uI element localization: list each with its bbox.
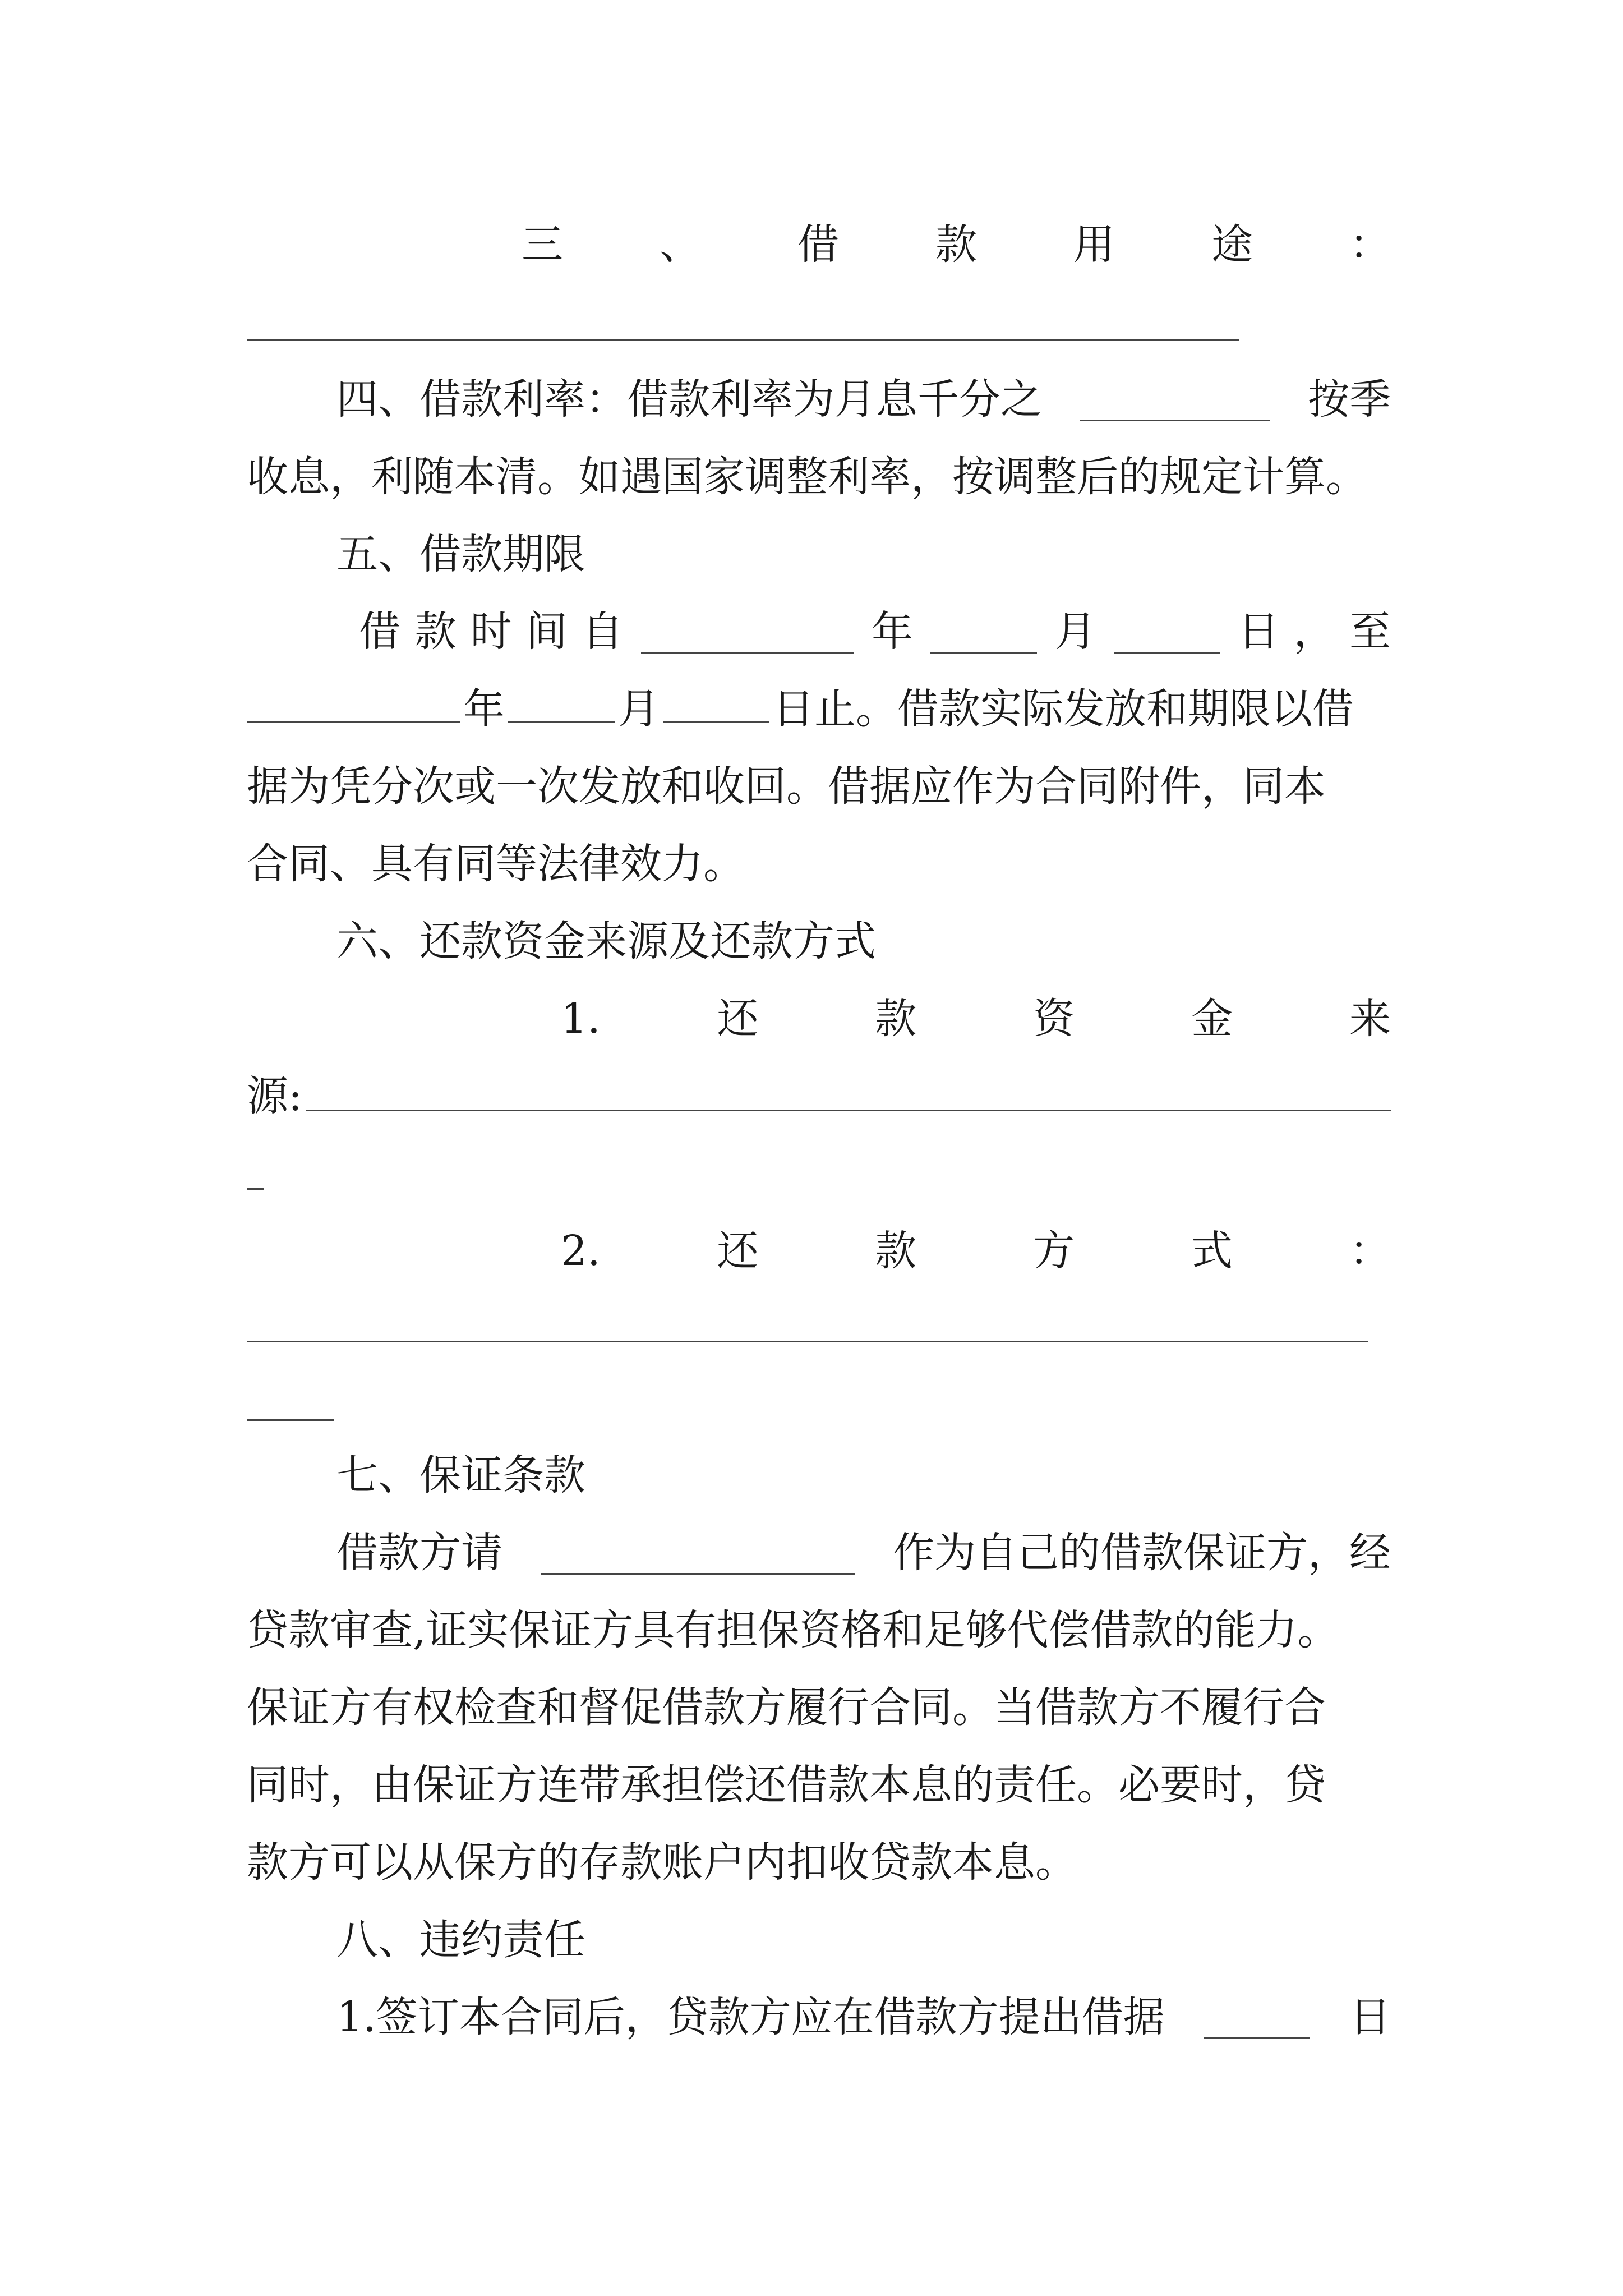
s3-char: 、 [660,220,701,269]
s6-char: 金 [1191,995,1233,1043]
source-fill-tail [247,1188,264,1190]
s5-month: 月 [1054,608,1096,656]
section8-heading: 八、违约责任 [336,1916,585,1964]
section4-line1 [247,366,1391,433]
section7-line2: 贷款审查,证实保证方具有担保资格和足够代偿借款的能力。 [247,1606,1339,1654]
s3-fill-line [247,339,1239,341]
s6-char: 还 [717,1227,759,1275]
source-fill-line [306,1110,1391,1111]
s6-char: 来 [1349,995,1391,1043]
section6-item1 [247,985,1391,1052]
guarantor-blank [541,1531,855,1575]
s8-text: 1.签订本合同后，贷款方应在借款方提出借据 [336,1993,1165,2041]
s6-source-label: 源: [247,1072,302,1120]
s4-text: 四、借款利率：借款利率为月息千分之 [336,375,1042,424]
s5-day: 日 [1238,608,1280,656]
s5-char: 时 [470,608,512,656]
s4-text: 按季 [1308,375,1391,424]
s6-char: 还 [717,995,759,1043]
section7-line4: 同时，由保证方连带承担偿还借款本息的责任。必要时，贷 [247,1761,1326,1809]
section3-heading [247,211,1391,278]
method-fill-line [247,1341,1368,1342]
days-blank [1204,1996,1310,2039]
s5-text: 日止。借款实际发放和期限以借 [773,685,1354,733]
s5-char: 款 [414,608,457,656]
section7-heading: 七、保证条款 [336,1451,585,1499]
section7-line1 [247,1519,1391,1586]
s5-char: 自 [582,608,624,656]
start-day-blank [1114,610,1220,654]
s3-char: 途 [1211,220,1253,269]
s5-comma: ， [1293,608,1335,656]
start-year-blank [641,610,854,654]
s6-char: 款 [875,1227,917,1275]
s7-text: 作为自己的借款保证方，经 [893,1529,1391,1577]
s5-year: 年 [463,685,505,733]
s6-char: 资 [1033,995,1075,1043]
s6-char: ： [1349,1227,1391,1275]
method-fill-tail [247,1419,334,1421]
s3-char: 款 [935,220,977,269]
s3-char: 三 [522,220,563,269]
section8-line1 [247,1984,1391,2051]
section6-item1-line2 [247,1062,1391,1130]
s5-char: 借 [359,608,400,656]
s3-char: ： [1349,220,1391,269]
section6-item2 [247,1217,1391,1285]
section5-line4: 合同、具有同等法律效力。 [247,840,745,888]
section5-line2 [247,675,1391,743]
end-day-blank [663,680,769,723]
section7-line3: 保证方有权检查和督促借款方履行合同。当借款方不履行合 [247,1683,1326,1732]
s8-text: 日 [1349,1993,1391,2041]
section5-heading: 五、借款期限 [336,530,585,578]
s6-char: 款 [875,995,917,1043]
s6-char: 式 [1191,1227,1233,1275]
s6-item1-num: 1. [561,995,601,1043]
s6-char: 方 [1033,1227,1075,1275]
section7-line5: 款方可以从保方的存款账户内扣收贷款本息。 [247,1838,1077,1887]
s3-char: 用 [1073,220,1115,269]
s6-item2-num: 2. [561,1227,601,1275]
s5-month: 月 [618,685,660,733]
section4-line2: 收息，利随本清。如遇国家调整利率，按调整后的规定计算。 [247,453,1367,501]
s5-to: 至 [1349,608,1391,656]
s7-text: 借款方请 [336,1529,502,1577]
section5-line1 [247,598,1391,665]
end-month-blank [508,680,615,723]
end-year-blank [247,680,460,723]
section5-line3: 据为凭分次或一次发放和收回。借据应作为合同附件，同本 [247,762,1326,811]
section6-heading: 六、还款资金来源及还款方式 [336,917,876,965]
start-month-blank [930,610,1037,654]
s5-year: 年 [871,608,913,656]
s3-char: 借 [797,220,839,269]
s5-char: 间 [525,608,568,656]
rate-blank [1080,378,1270,421]
